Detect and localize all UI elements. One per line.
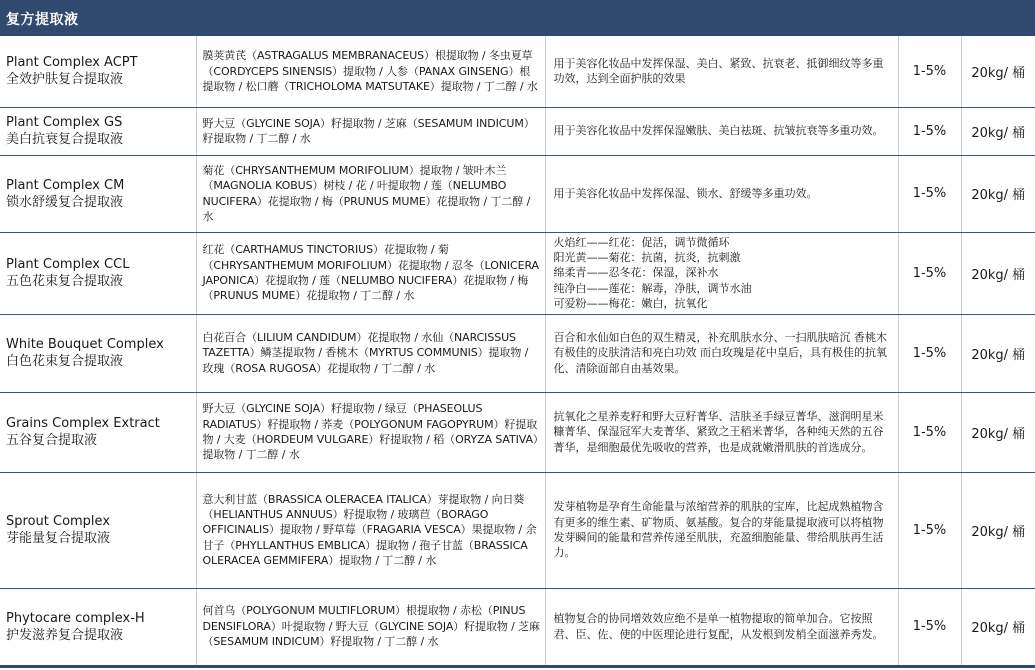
table-row bbox=[0, 392, 1035, 472]
product-name-cn: 锁水舒缓复合提取液 bbox=[6, 194, 124, 210]
product-name-cell bbox=[0, 107, 196, 155]
dosage-cell: 1-5% bbox=[898, 107, 961, 155]
section-title: 复方提取液 bbox=[6, 12, 79, 28]
table-row bbox=[0, 36, 1035, 107]
package-cell: 20kg/ 桶 bbox=[961, 36, 1035, 107]
effects-cell bbox=[545, 232, 898, 314]
dosage-cell: 1-5% bbox=[898, 155, 961, 232]
effects-cell bbox=[545, 472, 898, 588]
product-name-cn: 五色花束复合提取液 bbox=[6, 274, 124, 290]
dosage-cell: 1-5% bbox=[898, 36, 961, 107]
product-name-cn: 全效护肤复合提取液 bbox=[6, 72, 124, 88]
table-row bbox=[0, 314, 1035, 392]
ingredients-cell: 何首乌（POLYGONUM MULTIFLORUM）根提取物 / 赤松（PINUS DENSIFLORA）叶提取物 / 野大豆（GLYCINE SOJA）籽提取物 / 芝麻（SESAMUM INDICUM）籽提取物 / 丁二醇 / 水 bbox=[196, 588, 545, 666]
table-row bbox=[0, 155, 1035, 232]
effects-cell bbox=[545, 107, 898, 155]
effect-text: 抗氧化之星养麦籽和野大豆籽菁华、洁肤圣手绿豆菁华、滋润明星米糠菁华、保湿冠军大麦菁华、紧致之王稻米菁华，各种纯天然的五谷菁华，是细胞最优先吸收的营养，也是成就嫩滑肌肤的首选成分。 bbox=[553, 409, 884, 454]
ingredients-cell: 野大豆（GLYCINE SOJA）籽提取物 / 芝麻（SESAMUM INDICUM）籽提取物 / 丁二醇 / 水 bbox=[196, 107, 545, 155]
product-name-en: Grains Complex Extract bbox=[6, 416, 160, 432]
effects-cell bbox=[545, 392, 898, 472]
package-cell: 20kg/ 桶 bbox=[961, 232, 1035, 314]
product-name-cell bbox=[0, 472, 196, 588]
dosage-cell: 1-5% bbox=[898, 472, 961, 588]
effect-text: 用于美容化妆品中发挥保湿、锁水、舒缓等多重功效。 bbox=[553, 186, 818, 200]
table-row bbox=[0, 472, 1035, 588]
effect-text: 火焰红——红花：促活，调节微循环 bbox=[553, 235, 730, 249]
product-name-en: Plant Complex CCL bbox=[6, 257, 130, 273]
product-name-cell bbox=[0, 36, 196, 107]
effect-text: 用于美容化妆品中发挥保湿、美白、紧致、抗衰老、抵御细纹等多重功效，达到全面护肤的效果 bbox=[553, 56, 884, 86]
product-name-cn: 白色花束复合提取液 bbox=[6, 354, 124, 370]
dosage-cell: 1-5% bbox=[898, 392, 961, 472]
package-cell: 20kg/ 桶 bbox=[961, 107, 1035, 155]
dosage-cell: 1-5% bbox=[898, 588, 961, 666]
product-table bbox=[0, 36, 1035, 668]
effects-cell bbox=[545, 155, 898, 232]
dosage-cell: 1-5% bbox=[898, 232, 961, 314]
effect-text: 百合和水仙如白色的双生精灵，补充肌肤水分、一扫肌肤暗沉 香桃木有极佳的皮肤清洁和亮白功效 而白玫瑰是花中皇后，具有极佳的抗氧化、清除面部自由基效果。 bbox=[553, 330, 887, 375]
product-name-en: Plant Complex GS bbox=[6, 115, 123, 130]
package-cell: 20kg/ 桶 bbox=[961, 588, 1035, 666]
product-name-cell bbox=[0, 314, 196, 392]
ingredients-cell: 野大豆（GLYCINE SOJA）籽提取物 / 绿豆（PHASEOLUS RADIATUS）籽提取物 / 荞麦（POLYGONUM FAGOPYRUM）籽提取物 / 大麦（HORDEUM VULGARE）籽提取物 / 稻（ORYZA SATIVA）提取物 / 丁二醇 / 水 bbox=[196, 392, 545, 472]
effect-text: 植物复合的协同增效效应绝不是单一植物提取的简单加合。它按照君、臣、佐、使的中医理论进行复配，从发根到发梢全面滋养秀发。 bbox=[553, 612, 884, 641]
effect-text: 绵柔青——忍冬花：保湿，深补水 bbox=[553, 266, 719, 280]
effects-cell bbox=[545, 314, 898, 392]
dosage-cell: 1-5% bbox=[898, 314, 961, 392]
product-name-cell bbox=[0, 392, 196, 472]
effect-text: 可爱粉——梅花：嫩白，抗氧化 bbox=[553, 297, 708, 311]
table-row bbox=[0, 588, 1035, 666]
ingredients-cell: 菊花（CHRYSANTHEMUM MORIFOLIUM）提取物 / 皱叶木兰（MAGNOLIA KOBUS）树枝 / 花 / 叶提取物 / 莲（NELUMBO NUCIFERA）花提取物 / 梅（PRUNUS MUME）花提取物 / 丁二醇 / 水 bbox=[196, 155, 545, 232]
ingredients-cell: 膜荚黄芪（ASTRAGALUS MEMBRANACEUS）根提取物 / 冬虫夏草（CORDYCEPS SINENSIS）提取物 / 人参（PANAX GINSENG）根提取物 / 松口蘑（TRICHOLOMA MATSUTAKE）提取物 / 丁二醇 / 水 bbox=[196, 36, 545, 107]
ingredients-cell: 白花百合（LILIUM CANDIDUM）花提取物 / 水仙（NARCISSUS TAZETTA）鳞茎提取物 / 香桃木（MYRTUS COMMUNIS）提取物 / 玫瑰（ROSA RUGOSA）花提取物 / 丁二醇 / 水 bbox=[196, 314, 545, 392]
product-table-body bbox=[0, 36, 1035, 666]
product-name-en: Phytocare complex-H bbox=[6, 610, 145, 626]
product-name-cn: 护发滋养复合提取液 bbox=[6, 627, 124, 643]
section-header bbox=[0, 0, 1035, 36]
effect-text: 纯净白——莲花：解毒，净肤，调节水油 bbox=[553, 281, 752, 295]
product-name-en: Plant Complex CM bbox=[6, 177, 125, 193]
product-name-en: Plant Complex ACPT bbox=[6, 55, 138, 71]
product-name-cn: 五谷复合提取液 bbox=[6, 433, 98, 449]
effect-text: 发芽植物是孕育生命能量与浓缩营养的肌肤的宝库，比起成熟植物含有更多的维生素、矿物质、氨基酸。复合的芽能量提取液可以将植物发芽瞬间的能量和营养传递至肌肤，充盈细胞能量、带给肌肤再生活力。 bbox=[553, 500, 884, 560]
effect-text: 阳光黄——菊花：抗菌，抗炎，抗刺激 bbox=[553, 250, 741, 264]
ingredients-cell: 意大利甘蓝（BRASSICA OLERACEA ITALICA）芽提取物 / 向日葵（HELIANTHUS ANNUUS）籽提取物 / 玻璃苣（BORAGO OFFICINALIS）提取物 / 野草莓（FRAGARIA VESCA）果提取物 / 余甘子（PHYLLANTHUS EMBLICA）提取物 / 孢子甘蓝（BRASSICA OLERACEA GEMMIFERA）提取物 / 丁二醇 / 水 bbox=[196, 472, 545, 588]
product-name-cell bbox=[0, 232, 196, 314]
package-cell: 20kg/ 桶 bbox=[961, 392, 1035, 472]
product-name-en: Sprout Complex bbox=[6, 514, 111, 530]
product-name-cn: 芽能量复合提取液 bbox=[6, 531, 111, 547]
table-row bbox=[0, 232, 1035, 314]
effects-cell bbox=[545, 588, 898, 666]
effects-cell bbox=[545, 36, 898, 107]
package-cell: 20kg/ 桶 bbox=[961, 314, 1035, 392]
package-cell: 20kg/ 桶 bbox=[961, 472, 1035, 588]
package-cell: 20kg/ 桶 bbox=[961, 155, 1035, 232]
product-name-cn: 美白抗衰复合提取液 bbox=[6, 132, 124, 147]
product-name-cell bbox=[0, 588, 196, 666]
ingredients-cell: 红花（CARTHAMUS TINCTORIUS）花提取物 / 菊（CHRYSANTHEMUM MORIFOLIUM）花提取物 / 忍冬（LONICERA JAPONICA）花提取物 / 莲（NELUMBO NUCIFERA）花提取物 / 梅（PRUNUS MUME）花提取物 / 丁二醇 / 水 bbox=[196, 232, 545, 314]
product-name-cell bbox=[0, 155, 196, 232]
product-name-en: White Bouquet Complex bbox=[6, 337, 164, 353]
effect-text: 用于美容化妆品中发挥保湿嫩肤、美白祛斑、抗皱抗衰等多重功效。 bbox=[553, 124, 884, 138]
table-row bbox=[0, 107, 1035, 155]
